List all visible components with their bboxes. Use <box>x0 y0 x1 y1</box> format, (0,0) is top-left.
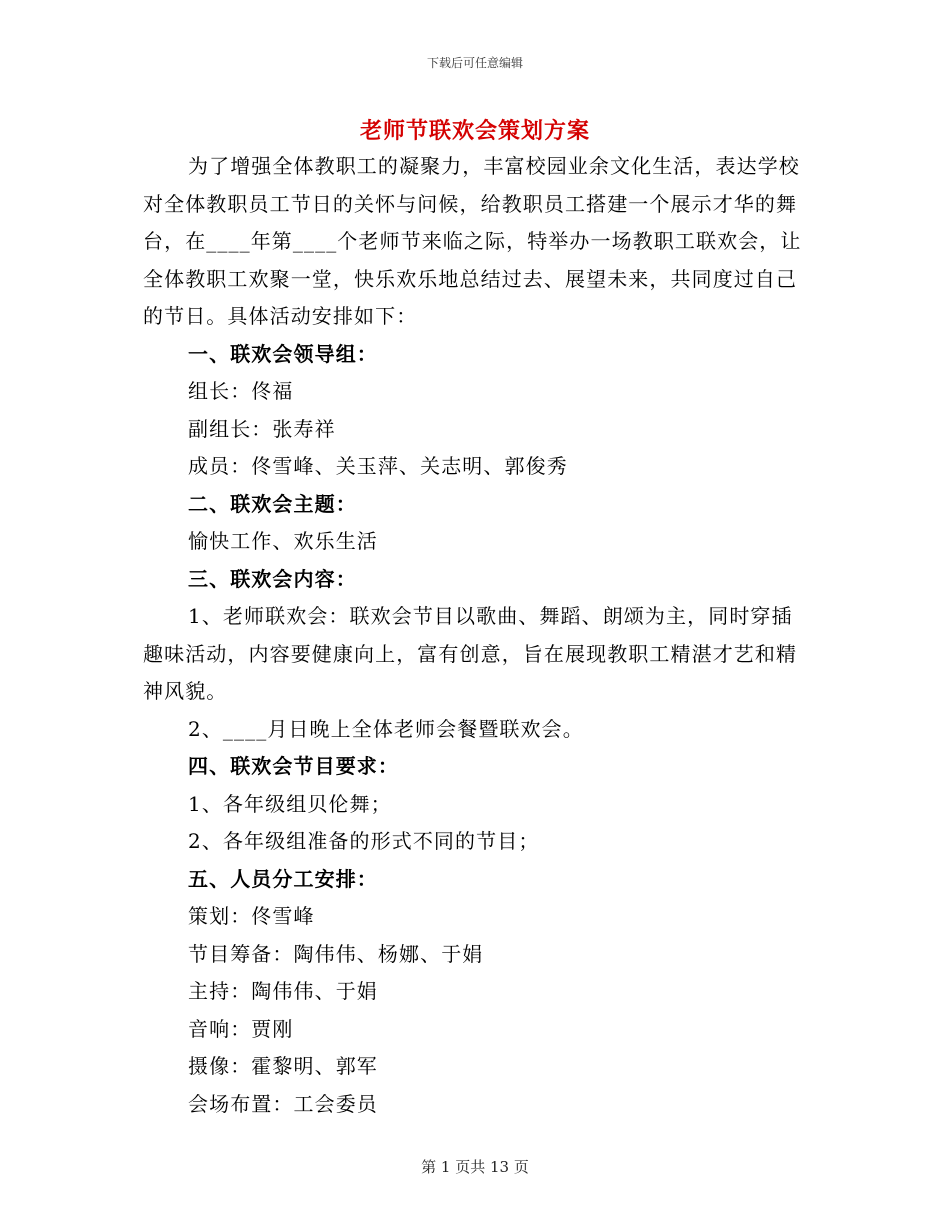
requirement-item-2: 2、各年级组准备的形式不同的节目； <box>188 829 540 853</box>
document-title: 老师节联欢会策划方案 <box>359 118 590 144</box>
header-note: 下载后可任意编辑 <box>426 56 523 70</box>
section-heading-content: 三、联欢会内容： <box>188 566 357 591</box>
staff-camera: 摄像：霍黎明、郭军 <box>188 1054 378 1078</box>
page-footer: 第 1 页共 13 页 <box>421 1158 529 1176</box>
staff-planning: 策划：佟雪峰 <box>188 904 315 928</box>
staff-sound: 音响：贾刚 <box>188 1016 294 1041</box>
theme-text: 愉快工作、欢乐生活 <box>188 529 378 553</box>
document-body <box>143 148 811 1123</box>
section-heading-theme: 二、联欢会主题： <box>188 491 357 516</box>
intro-paragraph: 为了增强全体教职工的凝聚力，丰富校园业余文化生活，表达学校对全体教职员工节日的关怀与问候，给教职员工搭建一个展示才华的舞台，在____年第____个老师节来临之际，特举办一场教职工联欢会，让全体教职工欢聚一堂，快乐欢乐地总结过去、展望未来，共同度过自己的节日。具体活动安排如下： <box>143 154 802 328</box>
requirement-item-1: 1、各年级组贝伦舞； <box>188 791 392 816</box>
staff-programs: 节目筹备：陶伟伟、杨娜、于娟 <box>188 941 484 966</box>
section-heading-leadership: 一、联欢会领导组： <box>188 341 378 366</box>
content-item-1: 1、老师联欢会：联欢会节目以歌曲、舞蹈、朗颂为主，同时穿插趣味活动，内容要健康向上，富有创意，旨在展现教职工精湛才艺和精神风貌。 <box>143 604 798 703</box>
section-heading-staffing: 五、人员分工安排： <box>188 866 378 891</box>
content-item-2: 2、____月日晚上全体老师会餐暨联欢会。 <box>188 716 584 741</box>
staff-hosts: 主持：陶伟伟、于娟 <box>188 979 378 1003</box>
members-line: 成员：佟雪峰、关玉萍、关志明、郭俊秀 <box>188 454 568 478</box>
deputy-line: 副组长：张寿祥 <box>188 416 336 441</box>
leader-line: 组长：佟福 <box>188 379 294 403</box>
section-heading-requirements: 四、联欢会节目要求： <box>188 754 399 778</box>
staff-venue: 会场布置：工会委员 <box>188 1091 378 1116</box>
